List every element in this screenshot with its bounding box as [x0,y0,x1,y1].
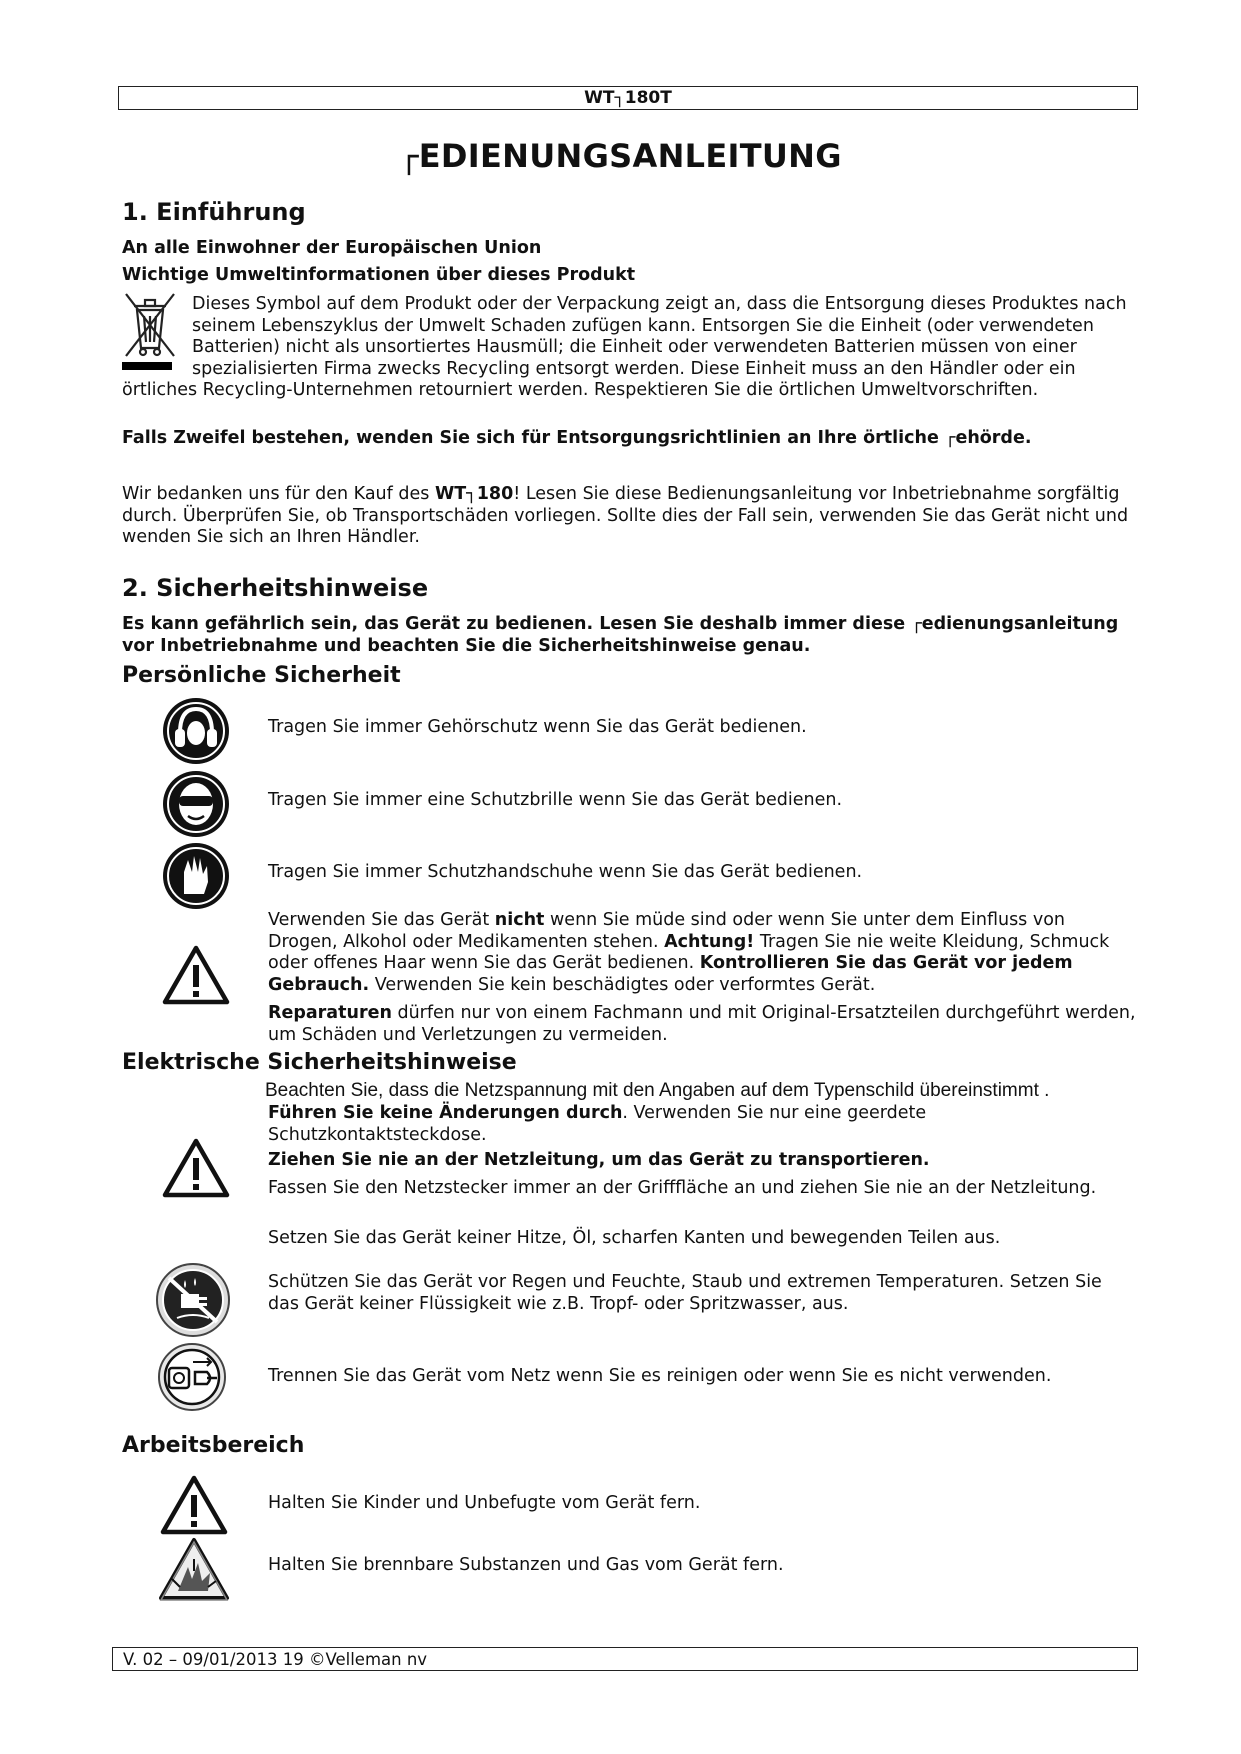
thanks-paragraph [122,484,1132,549]
goggles-text: Tragen Sie immer eine Schutzbrille wenn Sie das Gerät bedienen. [268,790,843,810]
unplug-icon [157,1342,227,1412]
keep-children-away-text: Halten Sie Kinder und Unbefugte vom Gerät fern. [268,1493,701,1513]
footer-version: V. 02 – 09/01/2013 19 ©Velleman nv [123,1650,428,1669]
section-1-heading: 1. Einführung [122,198,306,226]
page-header [118,86,1138,110]
repairs-emphasis: Reparaturen [268,1003,392,1023]
flammable-away-text: Halten Sie brennbare Substanzen und Gas vom Gerät fern. [268,1555,784,1575]
no-modifications-part: . Verwenden Sie nur eine geerdete Schutzkontaktsteckdose. [268,1103,927,1145]
mains-voltage-text: Beachten Sie, dass die Netzspannung mit den Angaben auf dem Typenschild übereinstimmt . [265,1080,1050,1101]
thanks-post: ! Lesen Sie diese Bedienungsanleitung vor Inbetriebnahme sorgfältig durch. Überprüfen Sie, ob Transportschäden vorliegen. Sollte dies der Fall sein, verwenden Sie das Gerät nicht und wenden Sie sich an Ihren Händler. [122,484,1129,547]
weee-text: Dieses Symbol auf dem Produkt oder der Verpackung zeigt an, dass die Entsorgung dieses Produktes nach seinem Lebenszyklus der Umwelt Schaden zufügen kann. Entsorgen Sie die Einheit (oder verwendeten Batterien) nicht als unsortiertes Hausmüll; die Einheit oder verwendeten Batterien müssen von einer spezialisierten Firma zwecks Recycling entsorgt werden. Diese Einheit muss an den Händler oder ein örtliches Recycling-Unternehmen retourniert werden. Respektieren Sie die örtlichen Umweltvorschriften. [122,294,1127,400]
usage-warning-emphasis: Achtung! [664,931,755,952]
usage-warning-part: Verwenden Sie das Gerät [268,910,495,930]
repairs-part: dürfen nur von einem Fachmann und mit Original-Ersatzteilen durchgeführt werden, um Schäden und Verletzungen zu vermeiden. [268,1003,1136,1045]
weee-paragraph [122,294,1132,402]
disposal-doubt-text: Falls Zweifel bestehen, wenden Sie sich für Entsorgungsrichtlinien an Ihre örtliche ┌ehörde. [122,428,1032,448]
section-2-heading: 2. Sicherheitshinweise [122,574,429,602]
warning-triangle-icon [160,1475,228,1535]
warning-triangle-icon [162,1138,230,1198]
gloves-icon [162,842,230,910]
plug-handling-text: Fassen Sie den Netzstecker immer an der Grifffläche an und ziehen Sie nie an der Netzleitung. [268,1178,1097,1198]
repairs-text [268,1003,1138,1046]
heat-oil-text: Setzen Sie das Gerät keiner Hitze, Öl, scharfen Kanten und bewegenden Teilen aus. [268,1228,1001,1248]
safety-warning-text: Es kann gefährlich sein, das Gerät zu bedienen. Lesen Sie deshalb immer diese ┌edienungsanleitung vor Inbetriebnahme und beachten Sie die Sicherheitshinweise genau. [122,614,1119,656]
work-area-heading: Arbeitsbereich [122,1433,305,1458]
gloves-text: Tragen Sie immer Schutzhandschuhe wenn Sie das Gerät bedienen. [268,862,863,882]
usage-warning-part: Tragen Sie nie weite Kleidung, Schmuck oder offenes Haar wenn Sie das Gerät bedienen. [268,931,1110,973]
environment-info-heading: Wichtige Umweltinformationen über dieses Produkt [122,265,636,285]
no-modifications-text [268,1103,1138,1146]
electrical-safety-heading: Elektrische Sicherheitshinweise [122,1050,517,1075]
usage-warning-part: Verwenden Sie kein beschädigtes oder verformtes Gerät. [369,974,876,995]
personal-safety-heading: Persönliche Sicherheit [122,663,401,688]
page-footer [112,1647,1138,1671]
no-modifications-emphasis: Führen Sie keine Änderungen durch [268,1103,623,1123]
ear-protection-icon [162,697,230,765]
ear-protection-text: Tragen Sie immer Gehörschutz wenn Sie das Gerät bedienen. [268,717,807,737]
thanks-pre: Wir bedanken uns für den Kauf des [122,484,435,504]
header-model: WT┐180T [584,88,672,108]
eu-residents-heading: An alle Einwohner der Europäischen Union [122,238,542,258]
page-title: ┌EDIENUNGSANLEITUNG [399,137,842,175]
cord-transport-text: Ziehen Sie nie an der Netzleitung, um das Gerät zu transportieren. [268,1150,930,1170]
usage-warning-emphasis: nicht [494,910,545,930]
disconnect-text: Trennen Sie das Gerät vom Netz wenn Sie es reinigen oder wenn Sie es nicht verwenden. [268,1366,1052,1386]
no-water-icon [155,1262,231,1338]
explosive-warning-icon [158,1537,230,1601]
usage-warning-emphasis: Kontrollieren Sie das Gerät vor jedem Gebrauch. [268,953,1073,995]
thanks-model: WT┐180 [434,484,514,504]
safety-goggles-icon [162,770,230,838]
usage-warning-text [268,910,1138,996]
weather-protection-text: Schützen Sie das Gerät vor Regen und Feuchte, Staub und extremen Temperaturen. Setzen Sie das Gerät keiner Flüssigkeit wie z.B. Tropf- oder Spritzwasser, aus. [268,1272,1102,1314]
usage-warning-part: wenn Sie müde sind oder wenn Sie unter dem Einfluss von Drogen, Alkohol oder Medikamenten stehen. [268,910,1066,952]
warning-triangle-icon [162,945,230,1005]
